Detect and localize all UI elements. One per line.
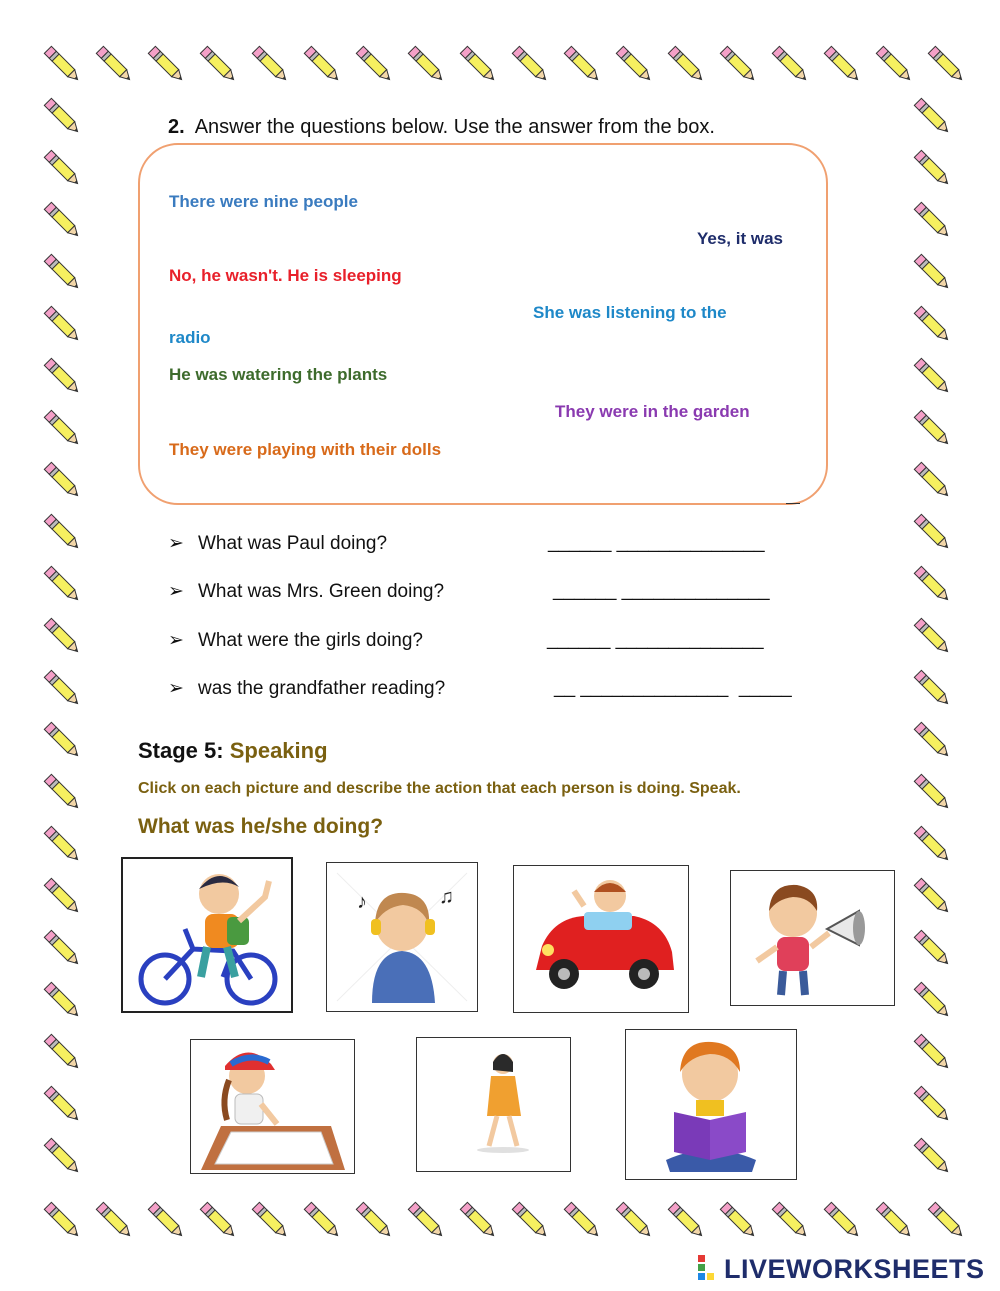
- pencil-icon: [908, 508, 956, 556]
- pencil-icon: [610, 1196, 658, 1244]
- pencil-icon: [908, 976, 956, 1024]
- pencil-icon: [610, 40, 658, 88]
- pencil-icon: [714, 40, 762, 88]
- picture-girl-walking[interactable]: [416, 1037, 571, 1172]
- answer-option[interactable]: No, he wasn't. He is sleeping: [169, 266, 402, 285]
- pencil-icon: [908, 404, 956, 452]
- pencil-icon: [38, 508, 86, 556]
- divider: [786, 503, 800, 504]
- picture-boy-riding-bicycle[interactable]: [121, 857, 293, 1013]
- pencil-icon: [818, 40, 866, 88]
- picture-boy-megaphone[interactable]: [730, 870, 895, 1006]
- pencil-icon: [402, 40, 450, 88]
- pencil-icon: [38, 1132, 86, 1180]
- exercise-heading: 2. Answer the questions below. Use the answer from the box.: [168, 116, 715, 138]
- pencil-icon: [908, 1080, 956, 1128]
- liveworksheets-logo: LIVEWORKSHEETS: [698, 1254, 985, 1285]
- answer-blank[interactable]: ______ ______________: [548, 532, 765, 553]
- pencil-icon: [38, 404, 86, 452]
- answer-option[interactable]: They were in the garden: [555, 402, 750, 421]
- pencil-icon: [246, 1196, 294, 1244]
- pencil-icon: [714, 1196, 762, 1244]
- svg-text:♫: ♫: [439, 886, 454, 908]
- answer-option[interactable]: He was watering the plants: [169, 365, 388, 384]
- pencil-icon: [908, 92, 956, 140]
- pencil-icon: [922, 1196, 970, 1244]
- answer-option[interactable]: She was listening to the: [533, 303, 727, 322]
- pencil-icon: [908, 924, 956, 972]
- pencil-icon: [908, 1132, 956, 1180]
- pencil-icon: [142, 1196, 190, 1244]
- pencil-icon: [38, 1196, 86, 1244]
- pencil-icon: [908, 144, 956, 192]
- pencil-icon: [908, 456, 956, 504]
- picture-girl-listening-music[interactable]: [326, 862, 478, 1012]
- pencil-icon: [908, 248, 956, 296]
- pencil-icon: [908, 872, 956, 920]
- pencil-icon: [38, 352, 86, 400]
- question-row: ➢ What was Mrs. Green doing?: [168, 581, 445, 602]
- pencil-icon: [38, 300, 86, 348]
- pencil-icon: [298, 1196, 346, 1244]
- pencil-icon: [908, 820, 956, 868]
- pencil-icon: [350, 1196, 398, 1244]
- stage-instruction: Click on each picture and describe the action that each person is doing. Speak.: [138, 780, 741, 797]
- answer-option[interactable]: Yes, it was: [697, 229, 783, 248]
- pencil-icon: [38, 1080, 86, 1128]
- pencil-icon: [908, 716, 956, 764]
- liveworksheets-mark-icon: [698, 1255, 722, 1281]
- pencil-icon: [298, 40, 346, 88]
- pencil-icon: [908, 612, 956, 660]
- picture-boy-reading-book[interactable]: [625, 1029, 797, 1180]
- pencil-icon: [908, 664, 956, 712]
- pencil-icon: [38, 196, 86, 244]
- answer-blank[interactable]: ______ ______________: [547, 629, 764, 650]
- pencil-icon: [38, 872, 86, 920]
- question-row: ➢ What were the girls doing?: [168, 630, 423, 651]
- pencil-icon: [818, 1196, 866, 1244]
- pencil-icon: [38, 612, 86, 660]
- pencil-icon: [908, 196, 956, 244]
- pencil-icon: [402, 1196, 450, 1244]
- pencil-icon: [908, 768, 956, 816]
- pencil-icon: [38, 924, 86, 972]
- speaking-question: What was he/she doing?: [138, 815, 384, 838]
- pencil-icon: [454, 40, 502, 88]
- picture-girl-drawing[interactable]: [190, 1039, 355, 1174]
- pencil-icon: [506, 40, 554, 88]
- pencil-icon: [38, 560, 86, 608]
- pencil-icon: [870, 40, 918, 88]
- pencil-icon: [194, 40, 242, 88]
- pencil-icon: [662, 1196, 710, 1244]
- pencil-icon: [908, 300, 956, 348]
- arrowhead-icon: ➢: [168, 678, 184, 699]
- pencil-icon: [908, 352, 956, 400]
- svg-text:♪: ♪: [357, 891, 367, 913]
- picture-boy-driving-car[interactable]: [513, 865, 689, 1013]
- pencil-icon: [558, 1196, 606, 1244]
- pencil-icon: [662, 40, 710, 88]
- pencil-icon: [506, 1196, 554, 1244]
- pencil-icon: [38, 248, 86, 296]
- arrowhead-icon: ➢: [168, 533, 184, 554]
- pencil-icon: [38, 976, 86, 1024]
- stage-title: Stage 5: Speaking: [138, 738, 328, 763]
- pencil-icon: [766, 40, 814, 88]
- pencil-icon: [90, 40, 138, 88]
- answer-blank[interactable]: ______ ______________: [553, 580, 770, 601]
- pencil-icon: [38, 144, 86, 192]
- pencil-icon: [908, 560, 956, 608]
- pencil-icon: [922, 40, 970, 88]
- pencil-icon: [246, 40, 294, 88]
- question-row: ➢ What was Paul doing?: [168, 533, 388, 554]
- arrowhead-icon: ➢: [168, 630, 184, 651]
- pencil-icon: [350, 40, 398, 88]
- pencil-icon: [38, 768, 86, 816]
- pencil-icon: [38, 820, 86, 868]
- pencil-icon: [908, 1028, 956, 1076]
- pencil-icon: [38, 716, 86, 764]
- pencil-icon: [194, 1196, 242, 1244]
- pencil-icon: [558, 40, 606, 88]
- pencil-icon: [766, 1196, 814, 1244]
- answer-blank[interactable]: __ ______________ _____: [554, 677, 792, 698]
- pencil-icon: [870, 1196, 918, 1244]
- pencil-icon: [38, 456, 86, 504]
- question-row: ➢ was the grandfather reading?: [168, 678, 446, 699]
- pencil-icon: [142, 40, 190, 88]
- pencil-icon: [38, 40, 86, 88]
- pencil-icon: [38, 664, 86, 712]
- pencil-icon: [38, 1028, 86, 1076]
- pencil-icon: [454, 1196, 502, 1244]
- pencil-icon: [38, 92, 86, 140]
- answer-option-continued[interactable]: radio: [169, 328, 211, 347]
- answer-option[interactable]: They were playing with their dolls: [169, 440, 442, 459]
- pencil-icon: [90, 1196, 138, 1244]
- arrowhead-icon: ➢: [168, 581, 184, 602]
- answer-option[interactable]: There were nine people: [169, 192, 358, 211]
